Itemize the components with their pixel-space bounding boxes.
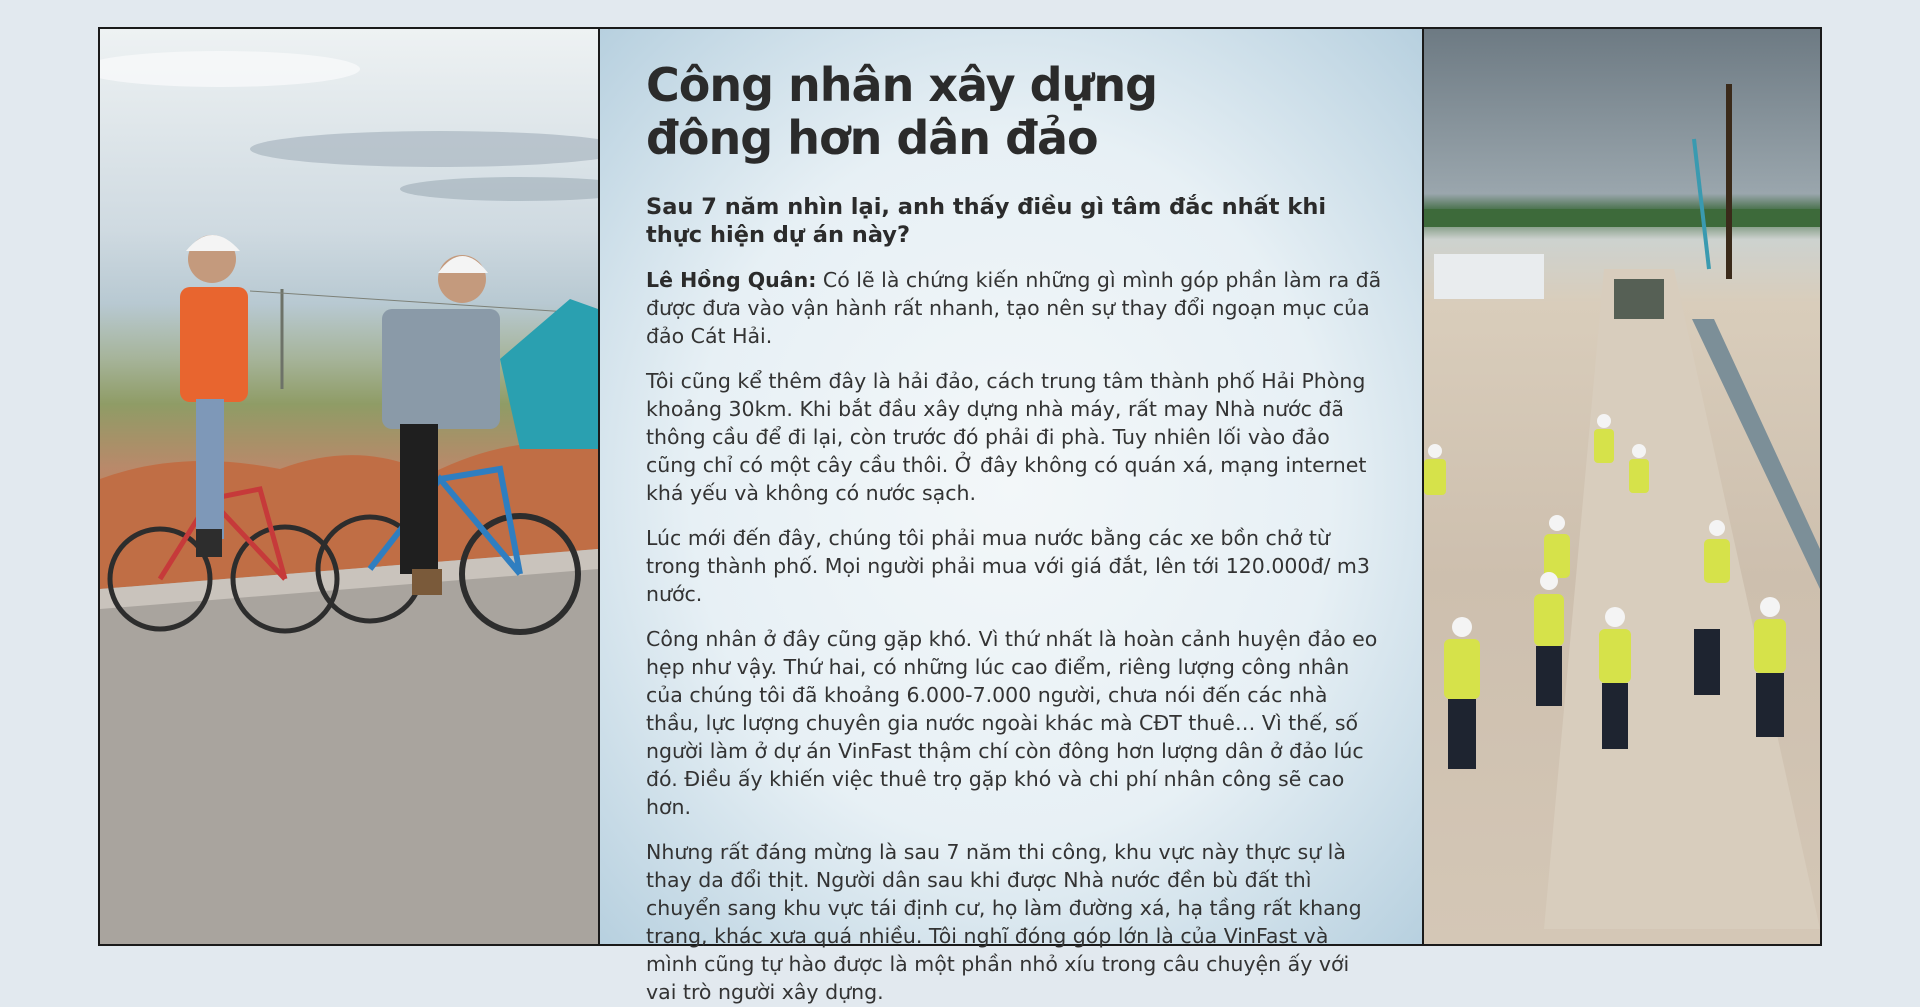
- interview-question: Sau 7 năm nhìn lại, anh thấy điều gì tâm đắc nhất khi thực hiện dự án này?: [646, 194, 1327, 248]
- cyclists-illustration: [100, 29, 598, 944]
- article-panel: [600, 29, 1424, 1004]
- workers-photo: [1424, 29, 1820, 944]
- answer-paragraph-1: [646, 266, 1384, 350]
- title-line-2: đông hơn dân đảo: [646, 111, 1098, 165]
- cyclists-photo: [100, 29, 600, 944]
- answer-paragraph-4: Công nhân ở đây cũng gặp khó. Vì thứ nhất là hoàn cảnh huyện đảo eo hẹp như vậy. Thứ hai, có những lúc cao điểm, riêng lượng công nhân của chúng tôi đã khoảng 6.000-7.000 người, chưa nói đến các nhà thầu, lực lượng chuyên gia nước ngoài khác mà CĐT thuê… Vì thế, số người làm ở dự án VinFast thậm chí còn đông hơn lượng dân ở đảo lúc đó. Điều ấy khiến việc thuê trọ gặp khó và chi phí nhân công sẽ cao hơn.: [646, 627, 1378, 819]
- article-frame: [98, 27, 1822, 1004]
- answer-paragraph-2: Tôi cũng kể thêm đây là hải đảo, cách trung tâm thành phố Hải Phòng khoảng 30km. Khi bắt đầu xây dựng nhà máy, rất may Nhà nước đã thông cầu để đi lại, còn trước đó phải đi phà. Tuy nhiên lối vào đảo cũng chỉ có một cây cầu thôi. Ở đây không có quán xá, mạng internet khá yếu và không có nước sạch.: [646, 369, 1367, 505]
- answer-paragraph-5: Nhưng rất đáng mừng là sau 7 năm thi công, khu vực này thực sự là thay da đổi thịt. Người dân sau khi được Nhà nước đền bù đất thì chuyển sang khu vực tái định cư, họ làm đường xá, hạ tầng rất khang trang, khác xưa quá nhiều. Tôi nghĩ đóng góp lớn là của VinFast và mình cũng tự hào được là một phần nhỏ xíu trong câu chuyện ấy với vai trò người xây dựng.: [646, 840, 1362, 1004]
- title-line-1: Công nhân xây dựng: [646, 58, 1157, 112]
- workers-illustration: [1424, 29, 1820, 944]
- speaker-name: Lê Hồng Quân:: [646, 268, 817, 292]
- answer-text-1: Có lẽ là chứng kiến những gì mình góp phần làm ra đã được đưa vào vận hành rất nhanh, tạo nên sự thay đổi ngoạn mục của đảo Cát Hải.: [646, 268, 1382, 348]
- answer-paragraph-3: Lúc mới đến đây, chúng tôi phải mua nước bằng các xe bồn chở từ trong thành phố. Mọi người phải mua với giá đắt, lên tới 120.000đ/ m3 nước.: [646, 526, 1370, 606]
- article-title: [646, 59, 1384, 165]
